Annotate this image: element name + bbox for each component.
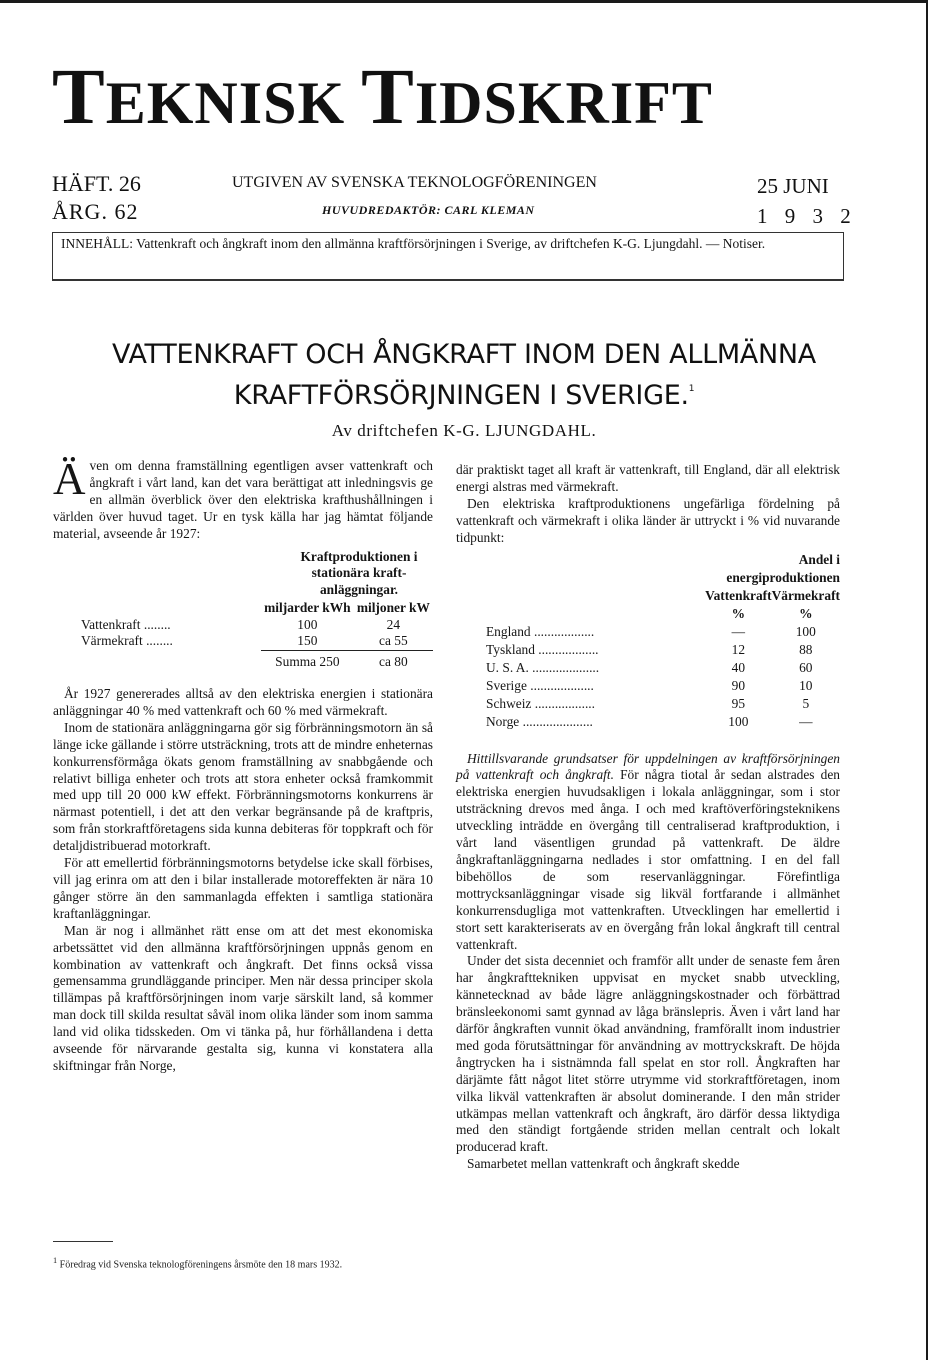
publisher-line: UTGIVEN AV SVENSKA TEKNOLOGFÖRENINGEN	[232, 174, 597, 191]
table1-col2: miljoner kW	[356, 600, 430, 616]
masthead-title: TEKNISK TIDSKRIFT	[52, 54, 713, 141]
article-byline: Av driftchefen K-G. LJUNGDAHL.	[331, 421, 597, 440]
left-column	[53, 454, 433, 1075]
intro-paragraph: Även om denna framställning egentligen avser vattenkraft och ångkraft i vårt land, kan det vara berättigat att inledningsvis ge en allmän överblick över den elektriska krafthushållningen i världen över huvud taget. Ur en tysk källa har jag hämtat följande material, avseende år 1927:	[53, 454, 433, 541]
drop-cap: Ä	[53, 454, 86, 504]
paragraph: År 1927 genererades alltså av den elektriska energien i stationära anläggningar 40 % med vattenkraft och 60 % med värmekraft.	[53, 686, 433, 718]
table2-header: Andel i energiproduktionen	[726, 551, 840, 585]
article-title	[40, 338, 888, 413]
section-heading: Hittillsvarande grundsatser för uppdelningen av kraftförsörjningen på vattenkraft och ångkraft.	[456, 750, 840, 783]
top-border	[0, 0, 928, 3]
footnote: $^1$ Föredrag vid Svenska teknologföreningens årsmöte den 18 mars 1932.	[53, 1256, 343, 1271]
title-line-2: KRAFTFÖRSÖRJNINGEN I SVERIGE.$^1$	[233, 380, 695, 411]
paragraph: där praktiskt taget all kraft är vattenkraft, till England, där all elektrisk energi alstras med värmekraft.	[456, 462, 840, 494]
country-share-table: Andel i energiproduktionen Vattenkraft Värmekraft % % England .................. — 100 Tyskland .................. 12 88 U. S. A. .................... 40 60 Sverige ................... 90 10 Schweiz .................. 95 5 Norge ..................... 100 —	[486, 551, 840, 729]
table-row: Tyskland .................. 12 88	[486, 641, 813, 657]
paragraph: Inom de stationära anläggningarna gör sig förbränningsmotorn än så länge icke gällande i större utsträckning, trots att de mindre enheternas konkurrensförmåga ökats genom framställning av snabbgående och relativt billiga enheter och trots att stora enheter också framkommit med upp till 20 000 kW effekt. Förbränningsmotorns konkurrens är närmast potentiell, i det att den verkar begränsande på de kraftpris, som från storkraftföretagens sida kunna debiteras för toppkraft och för detaljdistribuerad motorkraft.	[53, 719, 433, 854]
table-row: U. S. A. .................... 40 60	[486, 659, 813, 675]
table-sum-row: Summa 250 ca 80	[275, 653, 408, 669]
issue-date: 25 JUNI	[757, 174, 829, 198]
title-line-1: VATTENKRAFT OCH ÅNGKRAFT INOM DEN ALLMÄNNA	[112, 339, 816, 370]
section-paragraph: Hittillsvarande grundsatser för uppdelningen av kraftförsörjningen på vattenkraft och ångkraft. För några tiotal år sedan alstrades den elektriska energien huvudsakligen i lokala anläggningar, som i stor utsträckning drevos med ånga. I och med kraftöverföringsteknikens utveckling inträdde en övergång till centraliserad kraftproduktion, i vårt land väsentligen grundad på vattenkraft. De äldre ångkraftanläggningarna nedlades i stor omfattning. I en del fall bibehöllos de som reservanläggningar. Förefintliga mottrycksanläggningar visade sig likväl fortfarande i allmänhet konkurrensdugliga mot vattenkraften. Utvecklingen har emellertid i stort sett karakteriserats av en övergång från lokal ångkraft till central vattenkraft.	[456, 750, 840, 952]
paragraph: För att emellertid förbränningsmotorns betydelse icke skall förbises, vill jag erinra om att den i bilar installerade motoreffekten är nära 10 gånger större än den sammanlagda effekten i samtliga stationära kraftanläggningar.	[53, 855, 433, 921]
right-column	[456, 462, 840, 1173]
table-row: Norge ..................... 100 —	[486, 713, 813, 729]
world-power-table	[53, 549, 433, 671]
issue-number: HÄFT. 26	[52, 171, 141, 196]
table1-col1: miljarder kWh	[264, 600, 351, 616]
table-row: Sverige ................... 90 10	[486, 677, 813, 693]
table2-col1: Vattenkraft	[705, 587, 772, 603]
paragraph: Man är nog i allmänhet rätt ense om att det mest ekonomiska arbetssättet vid den allmänna kraftförsörjningen uppnås genom en kombination av vattenkraft och ångkraft. Det finns också vissa gemensamma grundläggande principer. Men när dessa principer skola tillämpas på kraftförsörjningen inom varje särskilt land, så kommer man dock till skilda resultat såväl inom olika länder som inom samma land vid olika tidsskeden. Om vi tänka på, hur förhållandena i detta avseende för närvarande gestalta sig, kunna vi konstatera alla skiftningar från Norge,	[53, 922, 433, 1073]
paragraph: Den elektriska kraftproduktionens ungefärliga fördelning på vattenkraft och värmekraft i olika länder är uttryckt i % vid nuvarande tidpunkt:	[456, 495, 840, 545]
paragraph: Under det sista decenniet och framför allt under de senaste fem åren har ångkrafttekniken uppvisat en mycket snabb utveckling, kännetecknad av både lägre anläggningskostnader och förbättrad bränsleekonomi samt gynnad av låga bränslepris. Även i vårt land har därför ångkraften vunnit ökad användning, framförallt inom industrier med goda förutsättningar för användning av mottryckskraft. De höjda ångtrycken ha i sistnämnda fall spelat en stor roll. Ångkraften har därjämte fått något litet större utrymme vid storkraftföretagen, inom vilka likväl vattenkraften är absolut dominerande. I den mån strider utkämpas mellan vattenkraft och ångkraft, äro därför dessa liktydiga med den ständigt fortgående striden mellan centralt och lokalt producerad kraft.	[456, 953, 840, 1155]
table1-header: Kraftproduktionen i stationära kraft-anläggningar.	[300, 548, 418, 597]
issue-year: 1 9 3 2	[757, 204, 857, 228]
table2-col2: Värmekraft	[771, 587, 840, 603]
volume-year: ÅRG. 62	[52, 199, 139, 224]
table-row: England .................. — 100	[486, 623, 816, 639]
editor-line: HUVUDREDAKTÖR: CARL KLEMAN	[322, 203, 535, 217]
footnote-ref: 1	[688, 384, 695, 394]
paragraph: Samarbetet mellan vattenkraft och ångkraft skedde	[467, 1156, 740, 1172]
table-row: Vattenkraft ........ 100 24	[81, 616, 401, 632]
table-row: Värmekraft ........ 150 ca 55	[53, 633, 433, 650]
contents-box: INNEHÅLL: Vattenkraft och ångkraft inom den allmänna kraftförsörjningen i Sverige, av driftchefen K-G. Ljungdahl. — Notiser.	[52, 232, 844, 281]
footnote-divider	[53, 1241, 113, 1242]
table-row: Schweiz .................. 95 5	[486, 695, 810, 711]
